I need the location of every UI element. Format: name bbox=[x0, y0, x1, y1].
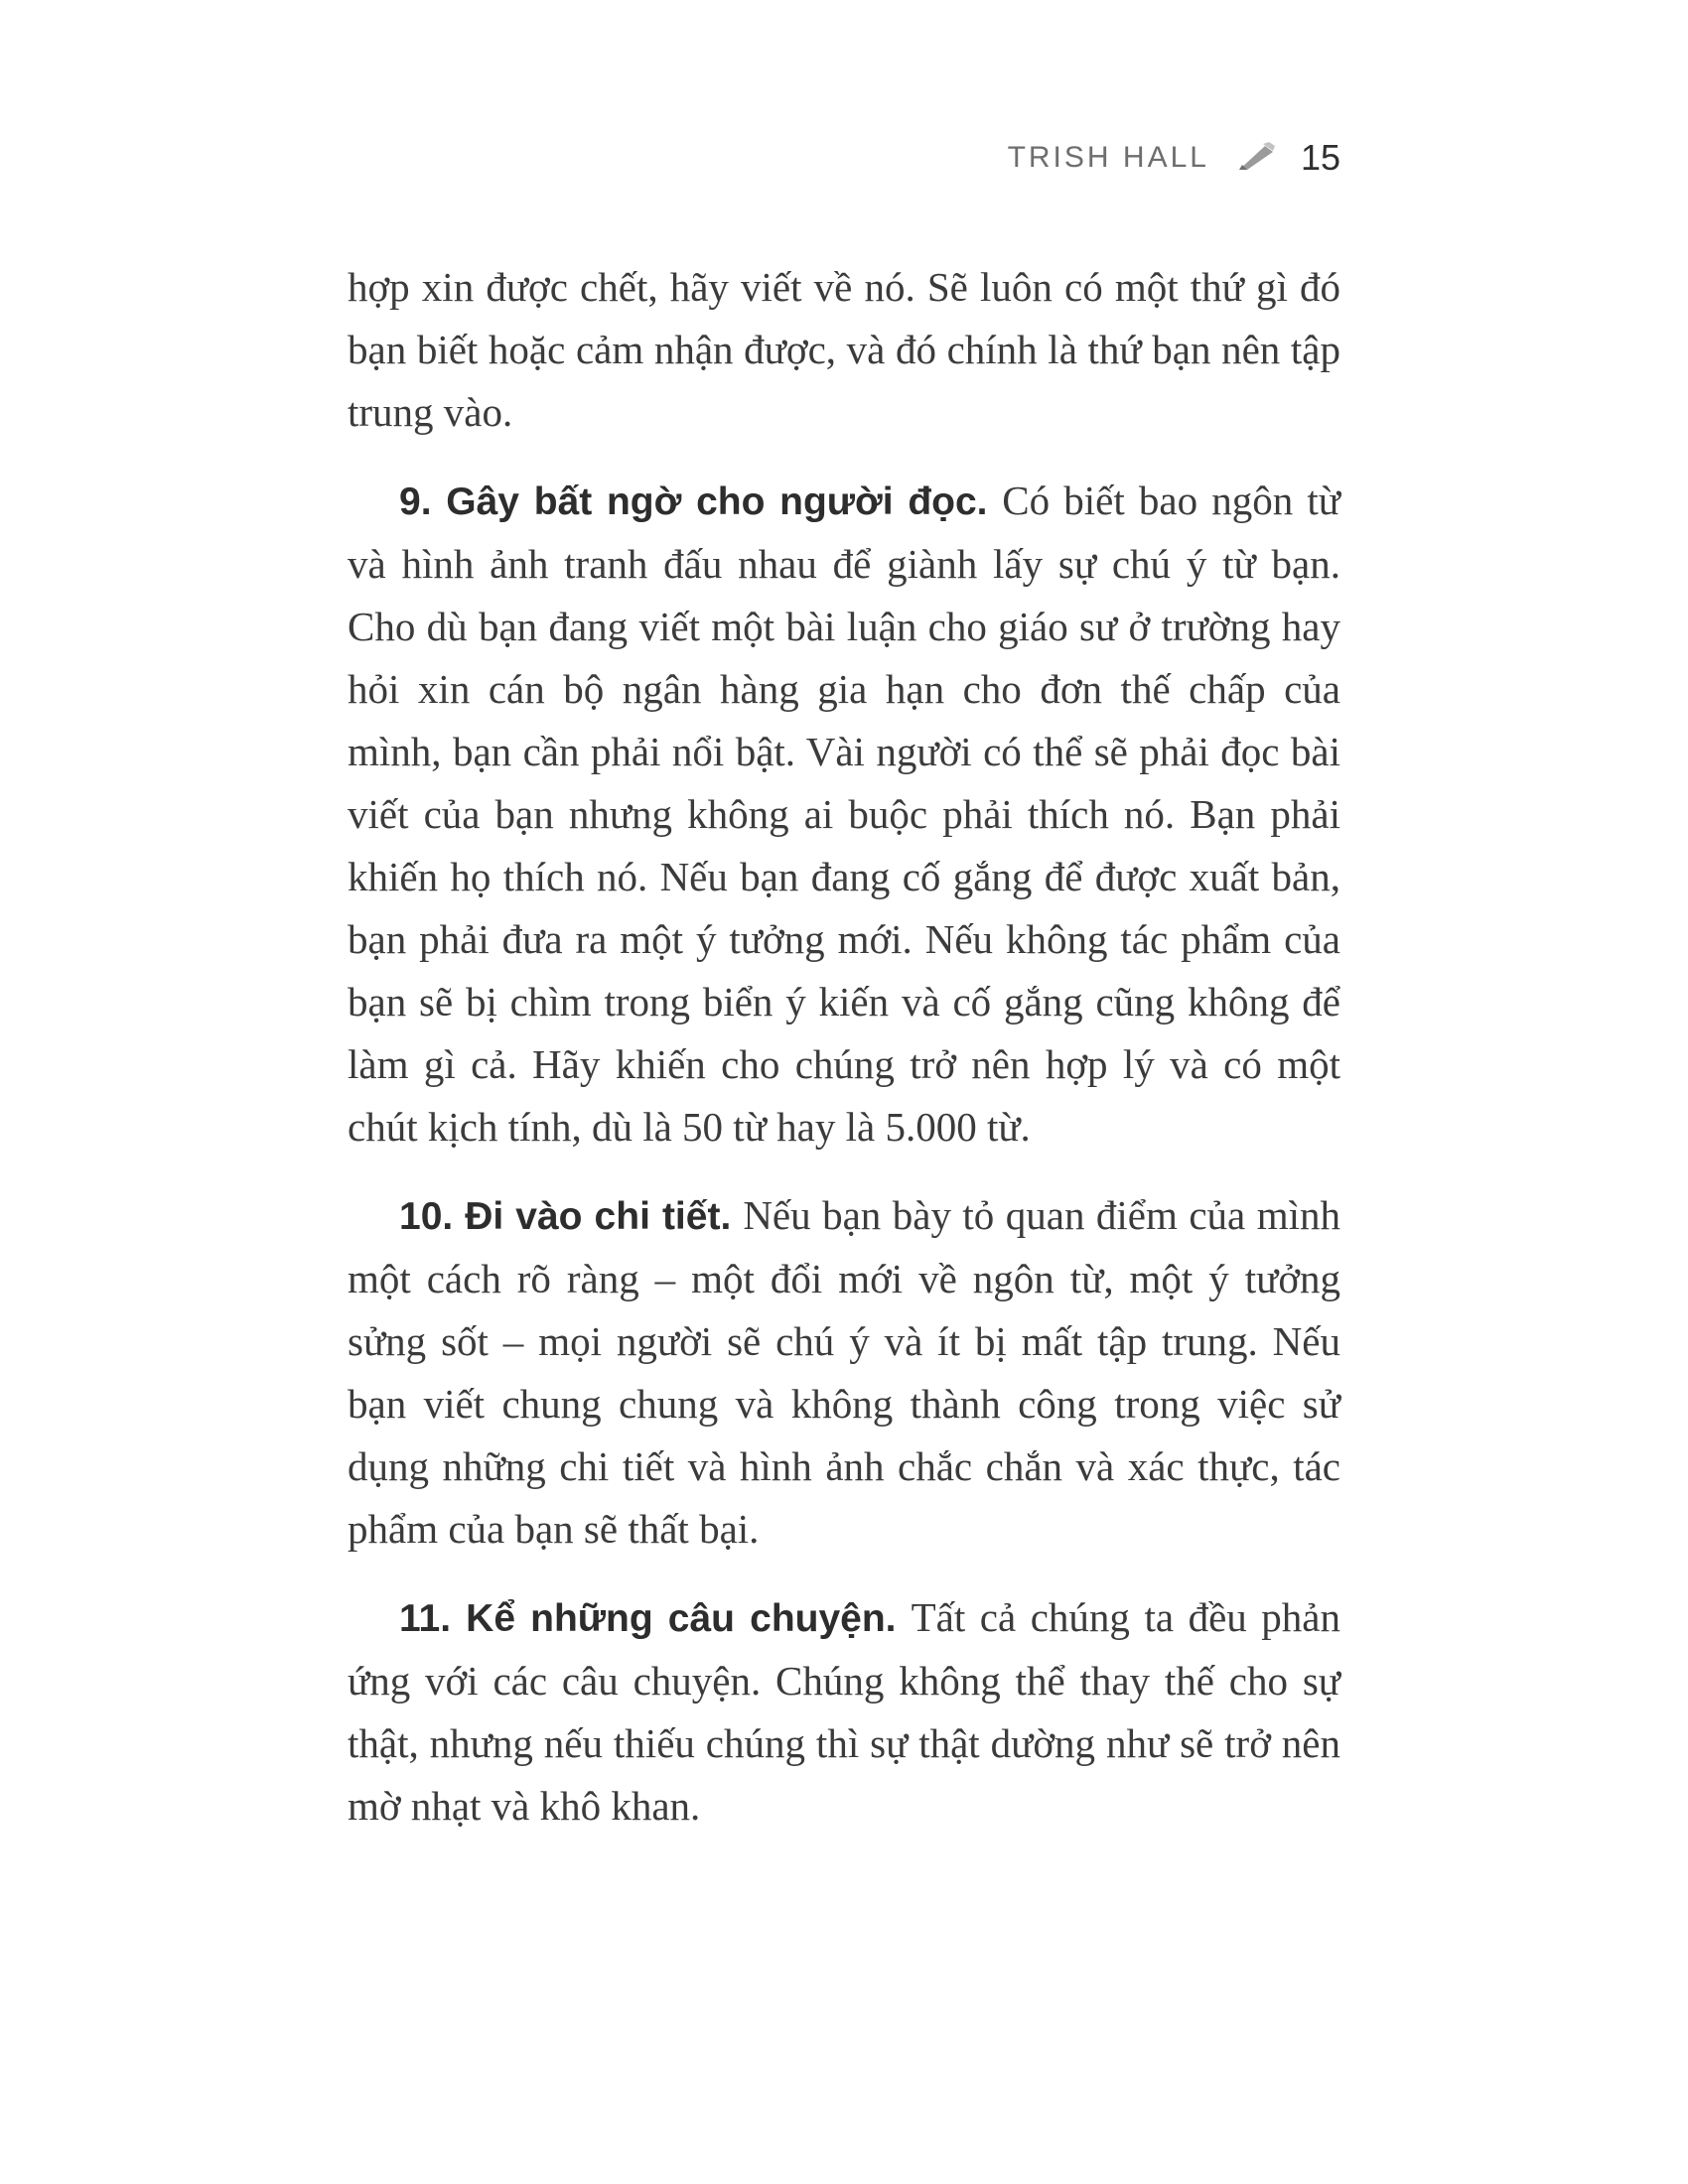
paragraph-item-10 bbox=[348, 1184, 1340, 1561]
running-header bbox=[348, 137, 1340, 179]
paragraph-text: Có biết bao ngôn từ và hình ảnh tranh đấu nhau để giành lấy sự chú ý từ bạn. Cho dù bạn đang viết một bài luận cho giáo sư ở trường hay hỏi xin cán bộ ngân hàng gia hạn cho đơn thế chấp của mình, bạn cần phải nổi bật. Vài người có thể sẽ phải đọc bài viết của bạn nhưng không ai buộc phải thích nó. Bạn phải khiến họ thích nó. Nếu bạn đang cố gắng để được xuất bản, bạn phải đưa ra một ý tưởng mới. Nếu không tác phẩm của bạn sẽ bị chìm trong biển ý kiến và cố gắng cũng không để làm gì cả. Hãy khiến cho chúng trở nên hợp lý và có một chút kịch tính, dù là 50 từ hay là 5.000 từ. bbox=[348, 478, 1341, 1150]
paragraph-item-9 bbox=[348, 470, 1340, 1159]
page-body bbox=[348, 256, 1340, 1863]
author-name: TRISH HALL bbox=[1007, 141, 1209, 174]
paragraph-text: Nếu bạn bày tỏ quan điểm của mình một cách rõ ràng – một đổi mới về ngôn từ, một ý tưởng sửng sốt – mọi người sẽ chú ý và ít bị mất tập trung. Nếu bạn viết chung chung và không thành công trong việc sử dụng những chi tiết và hình ảnh chắc chắn và xác thực, tác phẩm của bạn sẽ thất bại. bbox=[348, 1192, 1340, 1552]
page-number: 15 bbox=[1300, 137, 1340, 178]
paragraph-continuation bbox=[348, 256, 1340, 444]
paragraph-lead: 9. Gây bất ngờ cho người đọc. bbox=[399, 480, 1003, 523]
quill-icon bbox=[1233, 142, 1277, 174]
paragraph-lead: 11. Kể những câu chuyện. bbox=[399, 1597, 912, 1640]
paragraph-item-11 bbox=[348, 1586, 1340, 1838]
paragraph-lead: 10. Đi vào chi tiết. bbox=[399, 1195, 744, 1238]
paragraph-text: Tất cả chúng ta đều phản ứng với các câu chuyện. Chúng không thể thay thế cho sự thật, nhưng nếu thiếu chúng thì sự thật dường như sẽ trở nên mờ nhạt và khô khan. bbox=[348, 1594, 1341, 1829]
paragraph-text: hợp xin được chết, hãy viết về nó. Sẽ luôn có một thứ gì đó bạn biết hoặc cảm nhận được, và đó chính là thứ bạn nên tập trung vào. bbox=[348, 264, 1340, 435]
